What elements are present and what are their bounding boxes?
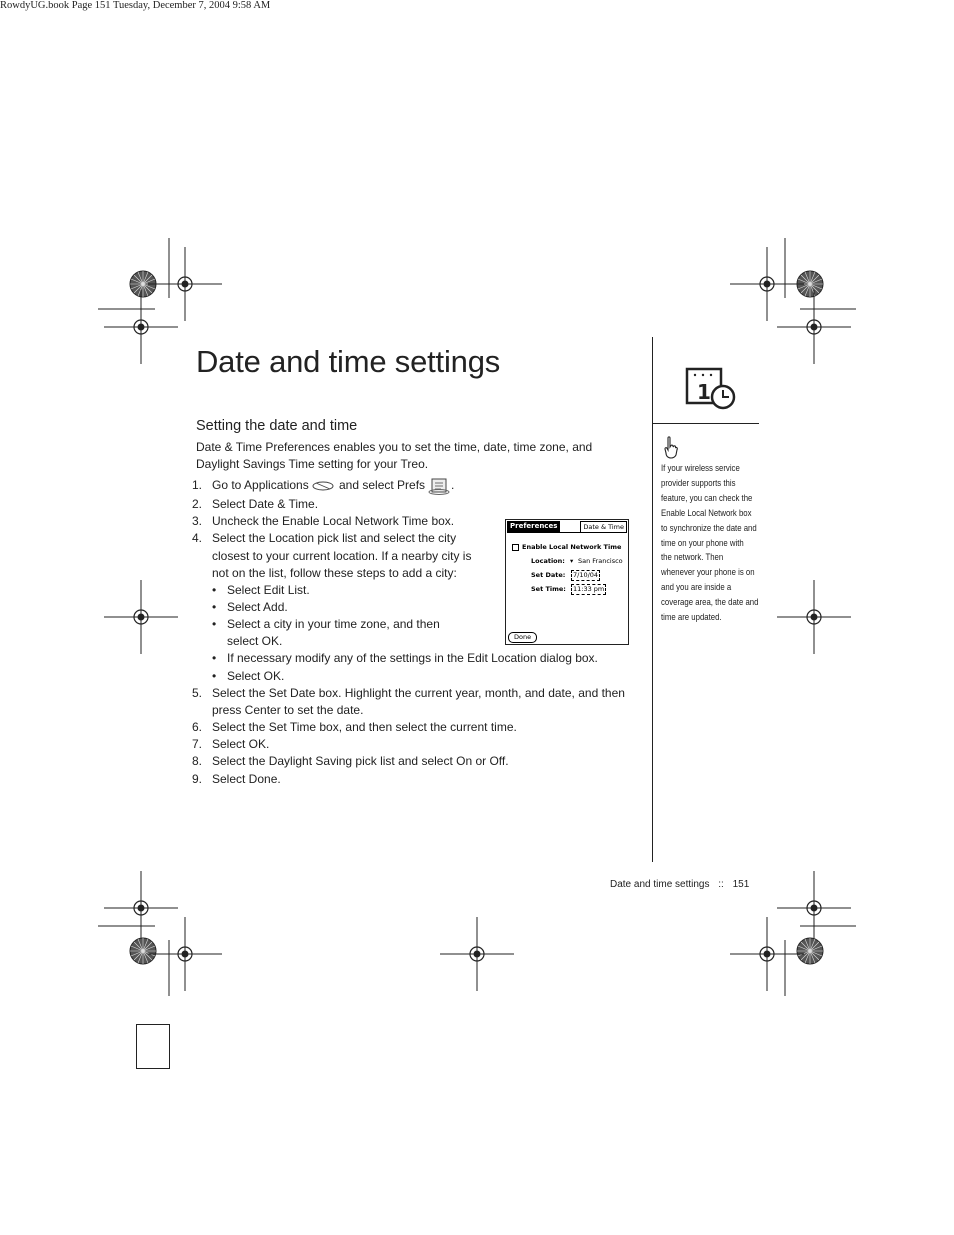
registration-mark xyxy=(104,871,178,945)
date-label: Set Date: xyxy=(531,571,566,579)
registration-mark xyxy=(777,580,851,654)
registration-mark xyxy=(440,917,514,991)
tip-text: If your wireless service provider supports this feature, you can check the Enable Local Network box to synchronize the date and time on your phone with the network. Then whenever your phone is on and you are inside a coverage area, the date and time are updated. xyxy=(661,463,759,624)
checkbox-icon xyxy=(512,544,519,551)
done-button: Done xyxy=(508,632,537,643)
calendar-clock-icon xyxy=(685,367,737,411)
intro-paragraph: Date & Time Preferences enables you to set the time, date, time zone, and Daylight Savings Time setting for your Treo. xyxy=(196,440,593,471)
page-footer xyxy=(610,879,749,890)
page-number: 151 xyxy=(732,879,750,890)
footer-separator: :: xyxy=(718,879,724,890)
section-heading: Setting the date and time xyxy=(196,418,358,434)
registration-mark xyxy=(777,871,851,945)
page-title: Date and time settings xyxy=(196,344,501,379)
screenshot-tab: Date & Time xyxy=(580,521,627,533)
checkbox-label: Enable Local Network Time xyxy=(522,543,622,551)
screenshot-title-bar xyxy=(507,521,627,533)
time-value: 11:33 pm xyxy=(573,585,605,593)
registration-mark xyxy=(104,290,178,364)
registration-mark xyxy=(777,290,851,364)
registration-mark xyxy=(148,247,222,321)
applications-icon xyxy=(312,480,334,492)
registration-mark xyxy=(104,580,178,654)
margin-divider xyxy=(653,423,759,424)
pointing-hand-icon xyxy=(663,436,679,460)
location-value: San Francisco xyxy=(578,557,623,565)
registration-mark xyxy=(730,247,804,321)
color-wheel-mark xyxy=(130,938,156,964)
margin-divider xyxy=(652,337,653,862)
dropdown-arrow-icon: ▾ xyxy=(570,557,574,565)
date-value: 7/10/04 xyxy=(573,571,599,579)
footer-section: Date and time settings xyxy=(610,879,710,890)
time-label: Set Time: xyxy=(531,585,566,593)
file-slug: RowdyUG.book Page 151 Tuesday, December 7, 2004 9:58 AM xyxy=(0,0,271,11)
preferences-screenshot xyxy=(505,519,629,645)
registration-mark xyxy=(148,917,222,991)
screenshot-title: Preferences xyxy=(507,521,560,532)
location-label: Location: xyxy=(531,557,565,565)
registration-mark xyxy=(730,917,804,991)
color-wheel-mark xyxy=(797,938,823,964)
svg-text:1: 1 xyxy=(697,380,711,404)
prefs-icon xyxy=(428,477,450,495)
crop-box-mark xyxy=(136,1024,170,1069)
